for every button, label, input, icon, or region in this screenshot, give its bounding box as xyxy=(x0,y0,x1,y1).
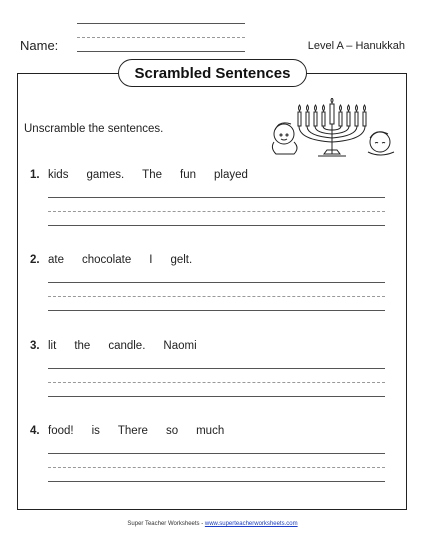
word: kids xyxy=(48,169,69,181)
answer-line-bottom[interactable] xyxy=(48,225,385,226)
word: There xyxy=(117,425,148,437)
answer-line-top[interactable] xyxy=(48,368,385,369)
question-number: 4. xyxy=(30,425,40,437)
answer-guide-line xyxy=(48,211,385,212)
answer-line-top[interactable] xyxy=(48,282,385,283)
footer-text: Super Teacher Worksheets - xyxy=(127,521,204,527)
word: is xyxy=(91,425,100,437)
answer-line-bottom[interactable] xyxy=(48,481,385,482)
word: chocolate xyxy=(82,254,132,266)
word: candle. xyxy=(108,340,146,352)
menorah-with-children-icon xyxy=(268,98,396,164)
word: played xyxy=(214,169,248,181)
answer-guide-line xyxy=(48,296,385,297)
word: much xyxy=(196,425,225,437)
answer-line-bottom[interactable] xyxy=(48,396,385,397)
footer xyxy=(0,521,425,527)
word: Naomi xyxy=(163,340,197,352)
question-4 xyxy=(30,425,242,437)
name-write-line[interactable] xyxy=(77,51,245,52)
answer-line-bottom[interactable] xyxy=(48,310,385,311)
word: so xyxy=(165,425,179,437)
worksheet-title xyxy=(118,59,307,87)
word: I xyxy=(149,254,153,266)
question-2 xyxy=(30,254,210,266)
question-number: 1. xyxy=(30,169,40,181)
name-top-line xyxy=(77,23,245,24)
word: lit xyxy=(48,340,57,352)
answer-line-top[interactable] xyxy=(48,453,385,454)
question-3 xyxy=(30,340,215,352)
name-label: Name: xyxy=(20,38,59,53)
instructions-text: Unscramble the sentences. xyxy=(24,123,164,135)
word: food! xyxy=(48,425,74,437)
word: gelt. xyxy=(170,254,193,266)
worksheet-title-text: Scrambled Sentences xyxy=(134,64,291,82)
answer-guide-line xyxy=(48,382,385,383)
question-number: 2. xyxy=(30,254,40,266)
level-label: Level A – Hanukkah xyxy=(307,40,405,52)
question-number: 3. xyxy=(30,340,40,352)
word: The xyxy=(142,169,162,181)
answer-line-top[interactable] xyxy=(48,197,385,198)
question-1 xyxy=(30,169,266,181)
word: the xyxy=(74,340,91,352)
word: games. xyxy=(86,169,125,181)
answer-guide-line xyxy=(48,467,385,468)
word: ate xyxy=(48,254,64,266)
name-guide-line xyxy=(77,37,245,38)
footer-link[interactable]: www.superteacherworksheets.com xyxy=(204,521,298,527)
word: fun xyxy=(180,169,196,181)
